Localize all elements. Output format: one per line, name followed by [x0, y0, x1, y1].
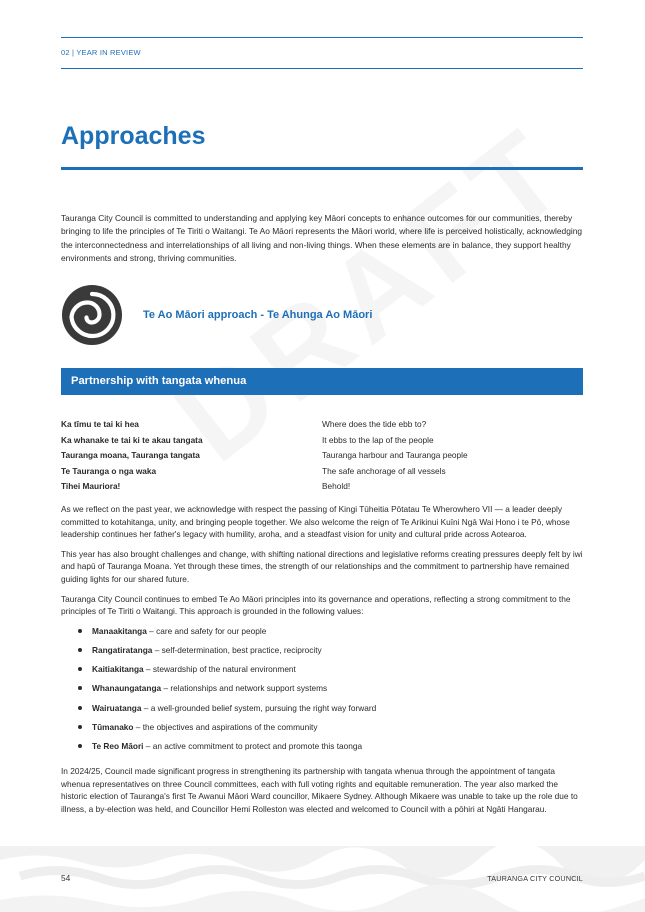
body-paragraph: As we reflect on the past year, we acknowledge with respect the passing of Kingi Tūheitia Pōtatau Te Wherowhero VII — a leader deeply committed to kotahitanga, unity, and bringing people together. We also welcome the reign of Te Arikinui Kuīni Ngā Wai Hono i te Pō, whose leadership continues her father's legacy with humility, aroha, and a steadfast vision for unity and cultural pride across Aotearoa. [61, 504, 570, 540]
value-term: Manaakitanga [92, 625, 147, 636]
value-term: Wairuatanga [92, 702, 142, 713]
karakia-table [61, 417, 583, 495]
list-item [61, 721, 583, 740]
list-item [61, 702, 583, 721]
partnership-banner [61, 368, 583, 395]
intro-paragraph: Tauranga City Council is committed to understanding and applying key Māori concepts to enhance outcomes for our communities, thereby bringing to life the principles of Te Tiriti o Waitangi. Te Ao Māori represents the Māori world, where life is perceived holistically, acknowledging the interconnectedness and interrelationships of all living and non-living things. When these elements are in balance, they support healthy environments and strong, thriving communities. [61, 213, 583, 263]
body-paragraph: Tauranga City Council continues to embed Te Ao Māori principles into its governance and operations, reflecting a strong commitment to the principles of Te Tiriti o Waitangi. This approach is grounded in the following values: [61, 593, 571, 617]
list-item [61, 663, 583, 682]
banner-title: Partnership with tangata whenua [71, 375, 247, 387]
value-term: Tūmanako [92, 721, 134, 732]
karakia-english: Where does the tide ebb to? [322, 419, 427, 429]
value-term: Rangatiratanga [92, 644, 153, 655]
value-description: – self-determination, best practice, reciprocity [152, 644, 322, 655]
title-underline [61, 167, 583, 170]
karakia-maori: Tihei Mauriora! [61, 481, 121, 491]
value-description: – relationships and network support systems [161, 683, 328, 694]
koru-icon [61, 284, 123, 346]
closing-paragraph: In 2024/25, Council made significant progress in strengthening its partnership with tangata whenua through the appointment of tangata whenua representatives on three Council committees, each with full voting rights and equitable remuneration. The year also marked the historic election of Tauranga's first Te Awanui Māori Ward councillor, Mikaere Sydney. Although Mikaere was unable to take up the role due to illness, a by-election was held, and Councillor Hemi Rolleston was elected and welcomed to Council with a pōhiri at Ngāti Hangarau. [61, 766, 578, 814]
list-item [61, 644, 583, 663]
value-term: Te Reo Māori [92, 740, 144, 751]
karakia-english: Tauranga harbour and Tauranga people [322, 450, 468, 460]
value-description: – an active commitment to protect and promote this taonga [143, 740, 363, 751]
header-top-rule [61, 37, 583, 38]
karakia-row [61, 479, 583, 495]
value-description: – stewardship of the natural environment [143, 664, 296, 675]
footer-organisation: TAURANGA CITY COUNCIL [487, 874, 583, 883]
bullet-icon [78, 667, 82, 671]
list-item [61, 682, 583, 701]
karakia-english: Behold! [322, 481, 351, 491]
header-bottom-rule [61, 68, 583, 69]
bullet-icon [78, 706, 82, 710]
karakia-maori: Ka whanake te tai ki te akau tangata [61, 434, 203, 445]
karakia-maori: Tauranga moana, Tauranga tangata [61, 450, 200, 460]
bullet-icon [78, 648, 82, 652]
body-paragraph: This year has also brought challenges and change, with shifting national directions and legislative reforms creating pressures deeply felt by iwi and hapū of Tauranga Moana. Yet through these times, the strength of our relationships and the commitment to partnership have remained guiding lights for our shared future. [61, 548, 583, 584]
bullet-icon [78, 686, 82, 690]
value-description: – a well-grounded belief system, pursuing the right way forward [141, 702, 377, 713]
body-text [61, 503, 583, 822]
karakia-english: The safe anchorage of all vessels [322, 465, 446, 476]
karakia-row [61, 448, 583, 464]
list-item [61, 740, 583, 759]
value-term: Kaitiakitanga [92, 664, 144, 675]
page-title: Approaches [61, 122, 206, 150]
section-label: 02 | YEAR IN REVIEW [61, 48, 141, 57]
value-description: – care and safety for our people [146, 625, 267, 636]
page-number: 54 [61, 873, 71, 883]
bullet-icon [78, 725, 82, 729]
values-list [61, 625, 583, 759]
approach-heading: Te Ao Māori approach - Te Ahunga Ao Māori [143, 309, 373, 321]
karakia-english: It ebbs to the lap of the people [322, 434, 434, 445]
list-item [61, 625, 583, 644]
karakia-row [61, 464, 583, 480]
karakia-row [61, 417, 583, 433]
bullet-icon [78, 629, 82, 633]
value-term: Whanaungatanga [92, 683, 162, 694]
bullet-icon [78, 744, 82, 748]
karakia-row [61, 433, 583, 449]
karakia-maori: Ka tīmu te tai ki hea [61, 419, 139, 429]
karakia-maori: Te Tauranga o nga waka [61, 465, 157, 476]
value-description: – the objectives and aspirations of the community [133, 721, 318, 732]
